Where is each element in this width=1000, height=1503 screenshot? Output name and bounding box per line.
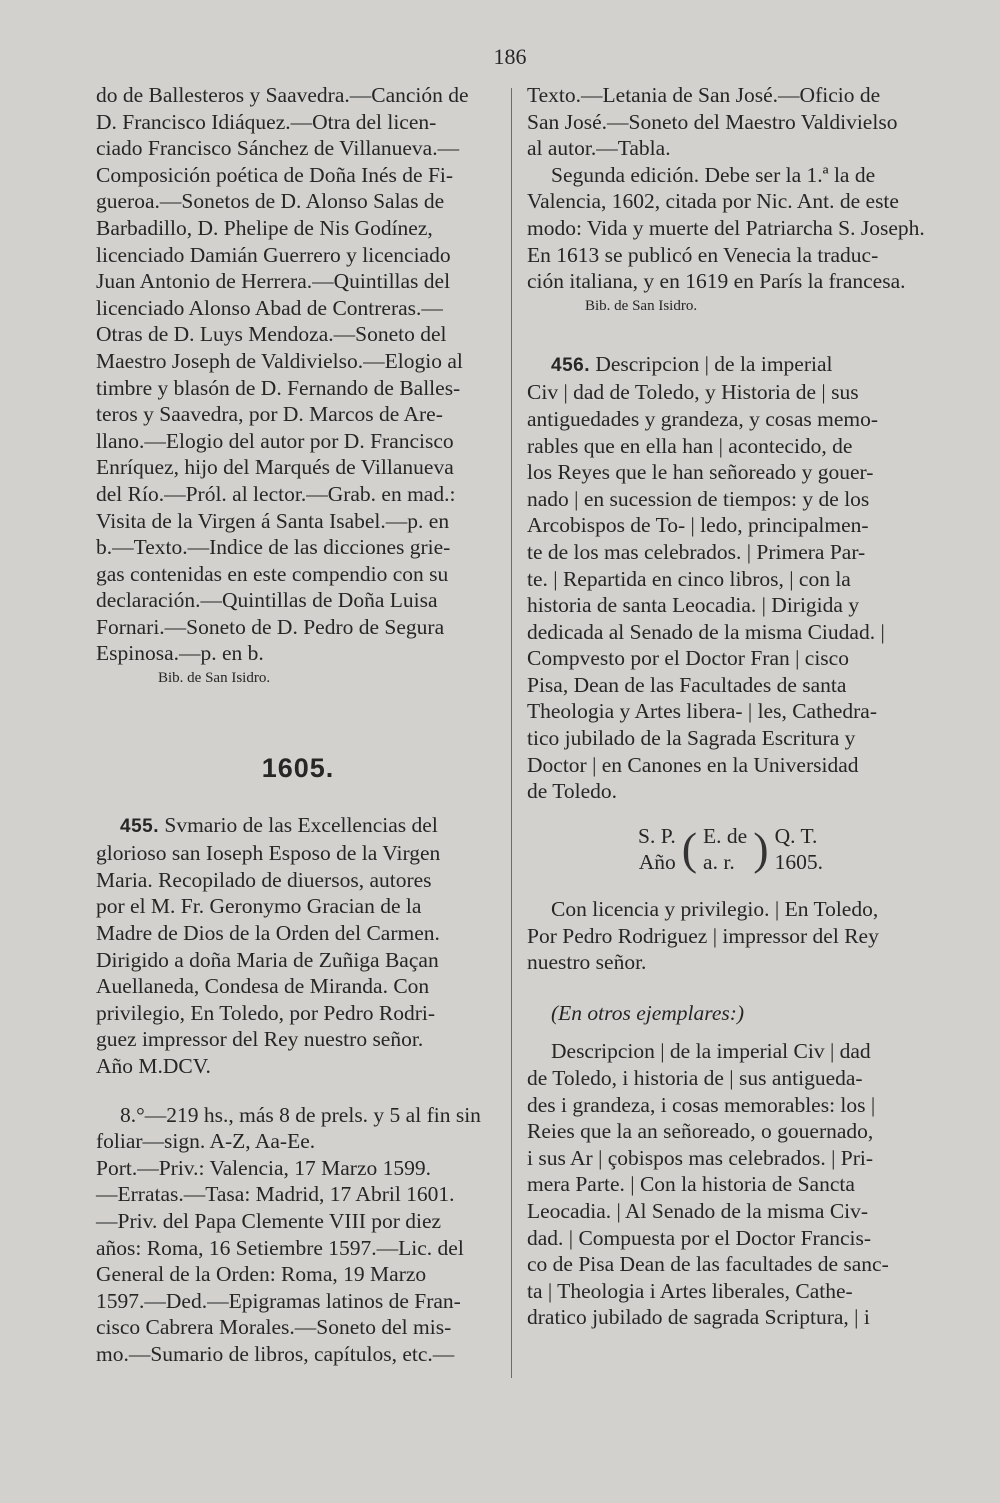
page-number: 186	[493, 44, 527, 69]
text-line: privilegio, En Toledo, por Pedro Rodri-	[96, 1000, 436, 1025]
left-intro-paragraph	[96, 82, 500, 667]
bib-reference: Bib. de San Isidro.	[158, 670, 271, 687]
column-divider	[511, 88, 512, 1378]
text-line: des i grandeza, i cosas memorables: los |	[527, 1092, 876, 1117]
imprint-right	[775, 823, 823, 876]
text-line: Theologia y Artes libera- | les, Cathedra-	[527, 699, 877, 724]
entry-455-title	[96, 812, 500, 1080]
text-line: Arcobispos de To- | ledo, principalmen-	[527, 513, 869, 538]
imprint-sp: S. P.	[638, 823, 676, 848]
text-line: los Reyes que le han señoreado y gouer-	[527, 460, 874, 485]
text-line: cisco Cabrera Morales.—Soneto del mis-	[96, 1315, 452, 1340]
text-line: Segunda edición. Debe ser la 1.ª la de	[551, 162, 876, 187]
imprint-block	[527, 823, 934, 876]
text-line: Juan Antonio de Herrera.—Quintillas del	[96, 269, 451, 294]
text-line: Maestro Joseph de Valdivielso.—Elogio al	[96, 348, 463, 373]
text-line: San José.—Soneto del Maestro Valdivielso	[527, 109, 898, 134]
text-line: modo: Vida y muerte del Patriarcha S. Joseph.	[527, 215, 925, 240]
text-line: 8.°—219 hs., más 8 de prels. y 5 al fin sin	[120, 1102, 481, 1127]
imprint-middle	[703, 823, 747, 876]
text-line: Otras de D. Luys Mendoza.—Soneto del	[96, 322, 447, 347]
text-line: do de Ballesteros y Saavedra.—Canción de	[96, 83, 469, 107]
imprint-left	[638, 823, 676, 876]
imprint-qt: Q. T.	[774, 823, 818, 848]
text-line: Fornari.—Soneto de D. Pedro de Segura	[96, 614, 445, 639]
imprint-year: 1605.	[774, 850, 823, 875]
close-paren: )	[753, 823, 769, 875]
licence-paragraph	[527, 896, 934, 976]
text-line: General de la Orden: Roma, 19 Marzo	[96, 1262, 427, 1287]
text-line: al autor.—Tabla.	[527, 136, 671, 161]
text-line: Auellaneda, Condesa de Miranda. Con	[96, 974, 430, 999]
imprint-ano: Año	[638, 850, 676, 875]
text-line: glorioso san Ioseph Esposo de la Virgen	[96, 841, 441, 866]
entry-455-description	[96, 1102, 500, 1368]
text-line: foliar—sign. A-Z, Aa-Ee.	[96, 1129, 316, 1154]
text-line: guez impressor del Rey nuestro señor.	[96, 1027, 424, 1052]
right-column	[527, 82, 934, 1331]
text-line: Barbadillo, D. Phelipe de Nis Godínez,	[96, 215, 433, 240]
text-line: Visita de la Virgen á Santa Isabel.—p. en	[96, 508, 450, 533]
year-heading: 1605.	[261, 753, 335, 784]
bib-reference: Bib. de San Isidro.	[585, 297, 698, 314]
text-line: Madre de Dios de la Orden del Carmen.	[96, 921, 440, 946]
text-line: Compvesto por el Doctor Fran | cisco	[527, 646, 849, 671]
text-line: —Priv. del Papa Clemente VIII por diez	[96, 1208, 442, 1233]
other-copies-note: (En otros ejemplares:)	[551, 1000, 745, 1025]
entry-title-text: Descripcion | de la imperial	[595, 351, 833, 376]
text-line	[527, 351, 934, 380]
text-line: nado | en sucession de tiempos: y de los	[527, 486, 870, 511]
edition-note	[527, 162, 934, 295]
text-line: timbre y blasón de D. Fernando de Balles-	[96, 375, 461, 400]
text-line: ta | Theologia i Artes liberales, Cathe-	[527, 1278, 853, 1303]
text-line: —Erratas.—Tasa: Madrid, 17 Abril 1601.	[96, 1182, 455, 1207]
text-line: Reies que la an señoreado, o gouernado,	[527, 1119, 874, 1144]
text-line: licenciado Damián Guerrero y licenciado	[96, 242, 451, 267]
text-line: 1597.—Ded.—Epigramas latinos de Fran-	[96, 1288, 461, 1313]
text-line: tico jubilado de la Sagrada Escritura y	[527, 726, 856, 751]
entry-title-text: Svmario de las Excellencias del	[164, 812, 438, 837]
text-line: te de los mas celebrados. | Primera Par-	[527, 539, 866, 564]
text-line: dad. | Compuesta por el Doctor Francis-	[527, 1225, 872, 1250]
text-line: ciado Francisco Sánchez de Villanueva.—	[96, 136, 460, 161]
text-line: teros y Saavedra, por D. Marcos de Are-	[96, 402, 443, 427]
text-line: mo.—Sumario de libros, capítulos, etc.—	[96, 1341, 455, 1366]
variant-title-paragraph	[527, 1038, 934, 1331]
text-line: Valencia, 1602, citada por Nic. Ant. de este	[527, 189, 899, 214]
entry-456-title	[527, 351, 934, 805]
text-line: de Toledo, i historia de | sus antigueda-	[527, 1066, 863, 1090]
text-line: ción italiana, y en 1619 en París la francesa.	[527, 269, 906, 294]
text-line: Civ | dad de Toledo, y Historia de | sus	[527, 380, 859, 405]
text-line: Doctor | en Canones en la Universidad	[527, 752, 859, 777]
entry-number: 455.	[120, 815, 159, 837]
text-line: Pisa, Dean de las Facultades de santa	[527, 672, 847, 697]
text-line: te. | Repartida en cinco libros, | con la	[527, 566, 851, 591]
text-line: nuestro señor.	[527, 950, 647, 975]
text-line: Año M.DCV.	[96, 1054, 211, 1078]
text-line: Con licencia y privilegio. | En Toledo,	[551, 897, 879, 922]
text-line: Por Pedro Rodriguez | impressor del Rey	[527, 923, 879, 948]
text-line: años: Roma, 16 Setiembre 1597.—Lic. del	[96, 1235, 464, 1260]
text-line: dedicada al Senado de la misma Ciudad. |	[527, 619, 885, 644]
text-line: Port.—Priv.: Valencia, 17 Marzo 1599.	[96, 1155, 431, 1180]
text-line: llano.—Elogio del autor por D. Francisco	[96, 428, 454, 453]
text-line: Texto.—Letania de San José.—Oficio de	[527, 83, 881, 107]
entry-number: 456.	[551, 354, 590, 376]
text-line: historia de santa Leocadia. | Dirigida y	[527, 593, 860, 618]
text-line: gueroa.—Sonetos de D. Alonso Salas de	[96, 189, 445, 214]
text-line: b.—Texto.—Indice de las dicciones grie-	[96, 535, 451, 560]
text-line: Composición poética de Doña Inés de Fi-	[96, 162, 454, 187]
text-line: Descripcion | de la imperial Civ | dad	[551, 1039, 871, 1064]
text-line: Leocadia. | Al Senado de la misma Civ-	[527, 1198, 869, 1223]
text-line: gas contenidas en este compendio con su	[96, 561, 449, 586]
text-line: antiguedades y grandeza, y cosas memo-	[527, 406, 879, 431]
imprint-a-r: a. r.	[703, 850, 735, 875]
imprint-e-de: E. de	[703, 823, 748, 848]
text-line: mera Parte. | Con la historia de Sancta	[527, 1172, 855, 1197]
text-line: Maria. Recopilado de diuersos, autores	[96, 867, 432, 892]
left-column	[96, 82, 500, 1368]
text-line: dratico jubilado de sagrada Scriptura, | i	[527, 1305, 870, 1330]
text-line: licenciado Alonso Abad de Contreras.—	[96, 295, 443, 320]
text-line: Espinosa.—p. en b.	[96, 641, 264, 666]
text-line: declaración.—Quintillas de Doña Luisa	[96, 588, 438, 613]
text-line: rables que en ella han | acontecido, de	[527, 433, 853, 458]
text-line: Dirigido a doña Maria de Zuñiga Baçan	[96, 947, 439, 972]
text-line: de Toledo.	[527, 779, 618, 804]
text-line: En 1613 se publicó en Venecia la traduc-	[527, 242, 879, 267]
text-line: por el M. Fr. Geronymo Gracian de la	[96, 894, 422, 919]
text-line: i sus Ar | çobispos mas celebrados. | Pri-	[527, 1145, 873, 1170]
open-paren: (	[681, 823, 698, 875]
text-line: Enríquez, hijo del Marqués de Villanueva	[96, 455, 454, 480]
right-intro-paragraph	[527, 82, 934, 162]
text-line	[96, 812, 500, 841]
text-line: D. Francisco Idiáquez.—Otra del licen-	[96, 109, 437, 134]
text-line: co de Pisa Dean de las facultades de sanc-	[527, 1252, 889, 1277]
text-line: del Río.—Pról. al lector.—Grab. en mad.:	[96, 481, 456, 506]
